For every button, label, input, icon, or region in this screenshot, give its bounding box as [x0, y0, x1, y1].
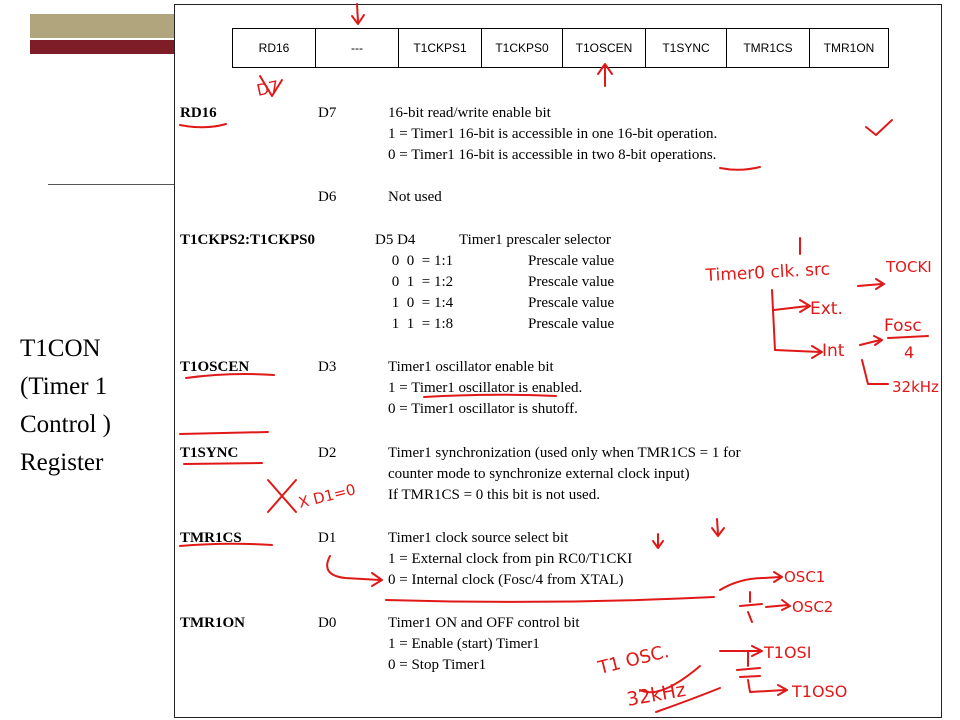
tmr1cs-description	[388, 528, 632, 591]
ink-t1oso: T1OSO	[792, 682, 848, 701]
bit-label-d1: D1	[318, 530, 337, 546]
desc-line: 1 = External clock from pin RC0/T1CKI	[388, 551, 633, 567]
prescaler-label: Prescale value	[528, 253, 615, 269]
desc-line: counter mode to synchronize external clock input)	[388, 466, 690, 482]
bit-label-d7: D7	[318, 105, 337, 121]
desc-line: Timer1 oscillator enable bit	[388, 359, 554, 375]
prescaler-code: 0 1 = 1:2	[388, 274, 454, 290]
bit-label-d5-d4: D5 D4	[375, 232, 416, 248]
ink-ext: Ext.	[810, 299, 843, 319]
prescaler-row	[388, 293, 614, 314]
title-line: Register	[20, 449, 104, 476]
slide-title	[20, 330, 170, 482]
desc-line: 0 = Internal clock (Fosc/4 from XTAL)	[388, 572, 624, 588]
ink-d7: D7	[254, 76, 281, 100]
bit-cell-rd16: RD16	[233, 29, 316, 68]
bit-cell-unused: ---	[316, 29, 399, 68]
slide-divider	[48, 184, 178, 185]
field-name-rd16: RD16	[180, 105, 217, 121]
title-line: T1CON	[20, 335, 101, 362]
prescaler-row	[388, 314, 614, 335]
ink-osc1: OSC1	[784, 568, 826, 586]
desc-line: If TMR1CS = 0 this bit is not used.	[388, 487, 600, 503]
desc-line: 0 = Timer1 oscillator is shutoff.	[388, 401, 578, 417]
title-line: Control )	[20, 411, 111, 438]
slide-header-bar	[30, 14, 180, 38]
prescaler-label: Prescale value	[528, 274, 615, 290]
bit-label-d3: D3	[318, 359, 337, 375]
ink-32khz: 32kHz	[892, 378, 939, 396]
bit-cell-t1sync: T1SYNC	[646, 29, 727, 68]
bit-cell-tmr1on: TMR1ON	[810, 29, 889, 68]
bit-cell-t1oscen: T1OSCEN	[563, 29, 646, 68]
prescaler-table	[388, 251, 614, 335]
desc-line: 1 = Timer1 oscillator is enabled.	[388, 380, 583, 396]
bit-label-d2: D2	[318, 445, 337, 461]
desc-line: Timer1 clock source select bit	[388, 530, 569, 546]
register-bit-table	[232, 28, 889, 68]
slide-accent-bar	[30, 40, 180, 54]
ink-osc2: OSC2	[792, 598, 834, 616]
ink-tocki: TOCKI	[886, 258, 932, 276]
bit-cell-tmr1cs: TMR1CS	[727, 29, 810, 68]
ink-t1osi: T1OSI	[764, 643, 812, 662]
bit-cell-t1ckps1: T1CKPS1	[399, 29, 482, 68]
field-name-t1oscen: T1OSCEN	[180, 359, 250, 375]
prescaler-row	[388, 272, 614, 293]
t1oscen-description	[388, 357, 582, 420]
ink-t1-osc: T1 OSC.	[596, 641, 672, 679]
prescaler-code: 1 0 = 1:4	[388, 295, 454, 311]
desc-line: 0 = Stop Timer1	[388, 657, 487, 673]
bit-label-d0: D0	[318, 615, 337, 631]
ink-fosc: Fosc	[884, 316, 922, 336]
tmr1on-description	[388, 613, 580, 676]
ink-timer-clk: Timer0 clk. src	[705, 259, 831, 286]
desc-line: 0 = Timer1 16-bit is accessible in two 8-bit operations.	[388, 147, 717, 163]
field-name-tmr1on: TMR1ON	[180, 615, 245, 631]
field-name-t1ckps: T1CKPS2:T1CKPS0	[180, 232, 316, 248]
bit-cell-t1ckps0: T1CKPS0	[482, 29, 563, 68]
prescaler-row	[388, 251, 614, 272]
desc-line: 1 = Timer1 16-bit is accessible in one 16-bit operation.	[388, 126, 718, 142]
title-line: (Timer 1	[20, 373, 108, 400]
field-name-t1sync: T1SYNC	[180, 445, 239, 461]
bit-label-d6: D6	[318, 189, 337, 205]
t1sync-description	[388, 443, 741, 506]
desc-line: Timer1 ON and OFF control bit	[388, 615, 580, 631]
prescaler-code: 1 1 = 1:8	[388, 316, 454, 332]
ink-four: 4	[904, 343, 915, 362]
ink-32khz-b: 32kHz	[625, 678, 688, 711]
prescaler-description: Timer1 prescaler selector	[459, 232, 611, 248]
d6-description: Not used	[388, 189, 442, 205]
rd16-description	[388, 103, 717, 166]
ink-x-d1: X D1=0	[296, 480, 358, 512]
prescaler-code: 0 0 = 1:1	[388, 253, 454, 269]
field-name-tmr1cs: TMR1CS	[180, 530, 242, 546]
prescaler-label: Prescale value	[528, 295, 615, 311]
prescaler-label: Prescale value	[528, 316, 615, 332]
desc-line: Timer1 synchronization (used only when TMR1CS = 1 for	[388, 445, 741, 461]
ink-int: Int	[822, 341, 845, 361]
desc-line: 16-bit read/write enable bit	[388, 105, 551, 121]
desc-line: 1 = Enable (start) Timer1	[388, 636, 540, 652]
